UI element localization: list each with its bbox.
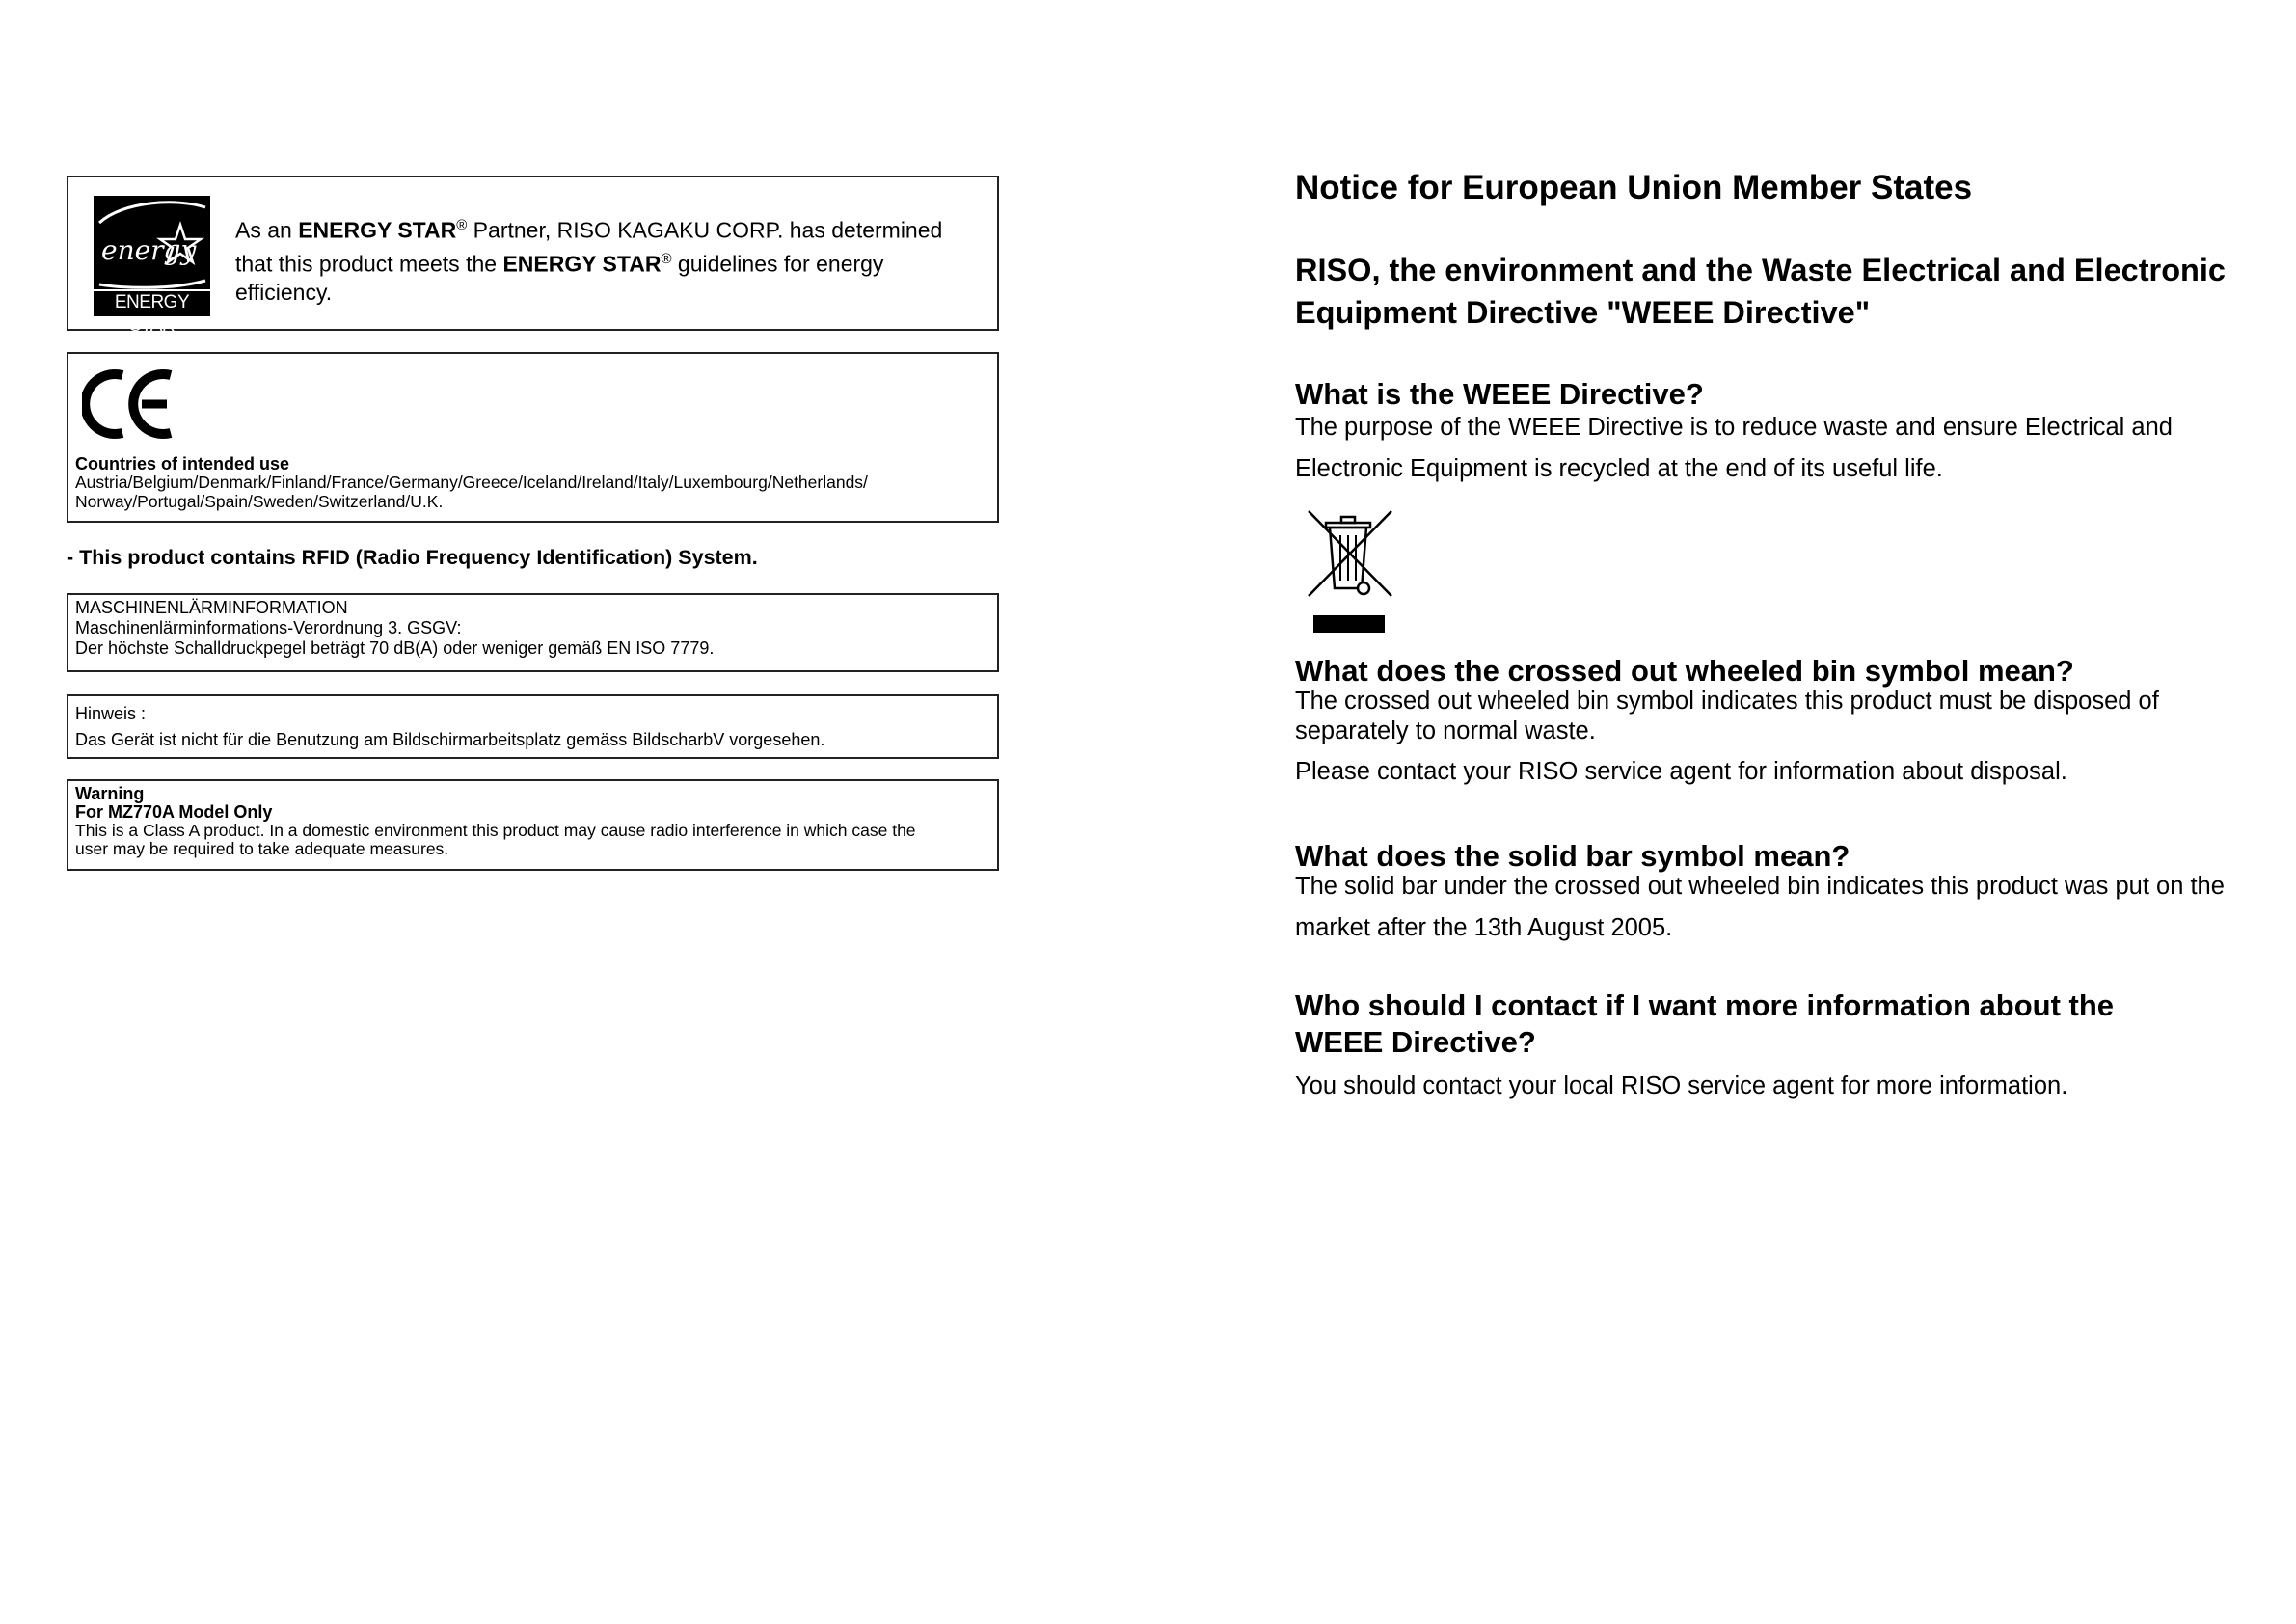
ce-countries-list: Austria/Belgium/Denmark/Finland/France/Germany/Greece/Iceland/Ireland/Italy/Luxembourg/Netherlands/ Norway/Portugal/Spain/Sweden/Switzerland/U.K. <box>75 473 868 511</box>
machine-noise-level: Der höchste Schalldruckpegel beträgt 70 dB(A) oder weniger gemäß EN ISO 7779. <box>75 638 715 658</box>
ce-notice <box>67 352 999 523</box>
energy-star-logo-label: ENERGY STAR <box>94 289 210 314</box>
energy-star-emblem-icon <box>94 196 210 290</box>
answer-who-to-contact: You should contact your local RISO service agent for more information. <box>1295 1072 2068 1099</box>
energy-star-notice <box>67 176 999 336</box>
question-what-is-weee: What is the WEEE Directive? <box>1295 377 1704 411</box>
answer-crossed-bin: The crossed out wheeled bin symbol indicates this product must be disposed of separately to normal waste. <box>1295 688 2159 744</box>
warning-title: Warning <box>75 784 145 803</box>
svg-text:energy: energy <box>101 234 197 266</box>
question-who-to-contact: Who should I contact if I want more information about the WEEE Directive? <box>1295 988 2115 1059</box>
warning-notice <box>67 779 999 871</box>
hinweis-title: Hinweis : <box>75 704 147 723</box>
warning-subtitle: For MZ770A Model Only <box>75 802 273 822</box>
warning-text-line1: This is a Class A product. In a domestic environment this product may cause radio interference in which case the <box>75 821 916 840</box>
answer-solid-bar: The solid bar under the crossed out wheeled bin indicates this product was put on the market after the 13th August 2005. <box>1295 873 2225 941</box>
machine-noise-regulation: Maschinenlärminformations-Verordnung 3. GSGV: <box>75 618 462 637</box>
hinweis-text: Das Gerät ist nicht für die Benutzung am Bildschirmarbeitsplatz gemäss BildscharbV vorgesehen. <box>75 730 825 749</box>
ce-mark-icon <box>82 367 178 441</box>
crossed-out-wheeled-bin-icon <box>1307 509 1397 635</box>
weee-subtitle: RISO, the environment and the Waste Electrical and Electronic Equipment Directive "WEEE Directive" <box>1295 253 2227 330</box>
answer-what-is-weee: The purpose of the WEEE Directive is to reduce waste and ensure Electrical and Electronic Equipment is recycled at the end of its useful life. <box>1295 414 2173 482</box>
rfid-notice: - This product contains RFID (Radio Frequency Identification) System. <box>67 546 758 569</box>
hinweis-notice <box>67 694 999 759</box>
machine-noise-title: MASCHINENLÄRMINFORMATION <box>75 598 348 617</box>
machine-noise-notice <box>67 593 999 672</box>
question-solid-bar: What does the solid bar symbol mean? <box>1295 839 1850 873</box>
answer-crossed-bin-contact: Please contact your RISO service agent for information about disposal. <box>1295 758 2067 785</box>
ce-countries-heading: Countries of intended use <box>75 454 290 474</box>
question-crossed-bin: What does the crossed out wheeled bin symbol mean? <box>1295 654 2074 688</box>
energy-star-statement: As an ENERGY STAR® Partner, RISO KAGAKU CORP. has determined that this product meets the ENERGY STAR® guidelines for energy efficiency. <box>235 217 943 306</box>
page-title: Notice for European Union Member States <box>1295 169 1973 206</box>
energy-star-logo <box>94 196 210 336</box>
warning-text-line2: user may be required to take adequate measures. <box>75 839 449 858</box>
